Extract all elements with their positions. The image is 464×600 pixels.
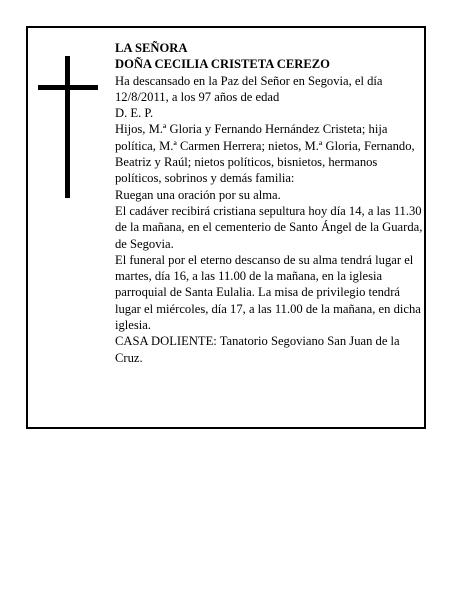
- obituary-notice: [26, 26, 426, 429]
- rip-text: D. E. P.: [115, 106, 154, 121]
- deceased-name: DOÑA CECILIA CRISTETA CEREZO: [115, 57, 330, 72]
- notice-body: [115, 40, 423, 366]
- prayer-request: Ruegan una oración por su alma.: [115, 187, 281, 202]
- cross-horizontal-bar: [38, 85, 98, 90]
- burial-info: El cadáver recibirá cristiana sepultura hoy día 14, a las 11.30 de la mañana, en el cementerio de Santo Ángel de la Guarda, de Segovia.: [115, 203, 423, 251]
- cross-vertical-bar: [65, 56, 70, 198]
- family-list: Hijos, M.ª Gloria y Fernando Hernández Cristeta; hija política, M.ª Carmen Herrera; nietos, M.ª Gloria, Fernando, Beatriz y Raúl; nietos políticos, bisnietos, hermanos políticos, sobrinos y demás familia:: [115, 122, 415, 186]
- funeral-home: CASA DOLIENTE: Tanatorio Segoviano San Juan de la Cruz.: [115, 334, 400, 365]
- funeral-info: El funeral por el eterno descanso de su alma tendrá lugar el martes, día 16, a las 11.00 de la mañana, en la iglesia parroquial de Santa Eulalia. La misa de privilegio tendrá lugar el miércoles, día 17, a las 11.00 de la mañana, en dicha iglesia.: [115, 252, 421, 333]
- death-info: Ha descansado en la Paz del Señor en Segovia, el día 12/8/2011, a los 97 años de edad: [115, 73, 383, 104]
- cross-icon: [38, 56, 98, 198]
- heading-title: LA SEÑORA: [115, 41, 188, 55]
